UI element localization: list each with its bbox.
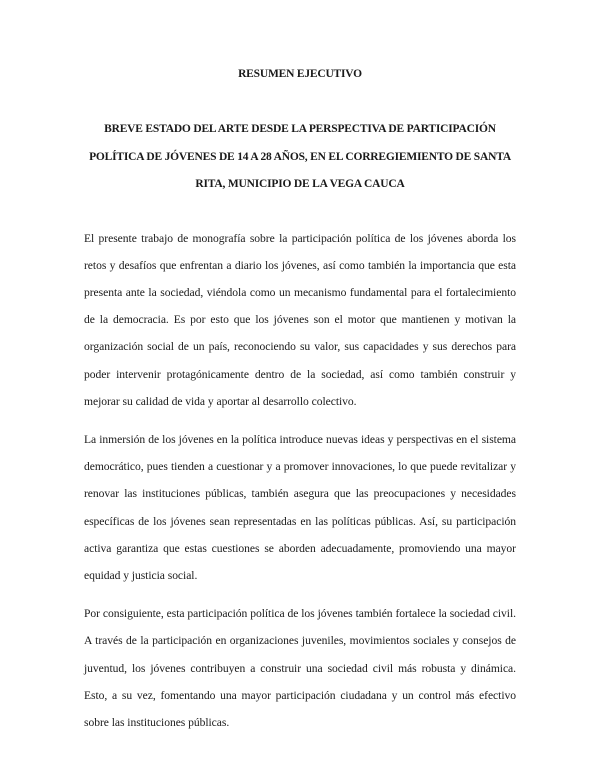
paragraph-1: El presente trabajo de monografía sobre la participación política de los jóvenes aborda los retos y desafíos que enfrentan a diario los jóvenes, así como también la importancia que esta presenta ante la sociedad, viéndola como un mecanismo fundamental para el fortalecimiento de la democracia. Es por esto que los jóvenes son el motor que mantienen y motivan la organización social de un país, reconociendo su valor, sus capacidades y sus derechos para poder intervenir protagónicamente dentro de la sociedad, así como también construir y mejorar su calidad de vida y aportar al desarrollo colectivo.: [84, 231, 516, 408]
document-title: BREVE ESTADO DEL ARTE DESDE LA PERSPECTIVA DE PARTICIPACIÓN POLÍTICA DE JÓVENES DE 14 A 28 AÑOS, EN EL CORREGIEMIENTO DE SANTA RITA, MUNICIPIO DE LA VEGA CAUCA: [89, 123, 511, 190]
paragraph-3: Por consiguiente, esta participación política de los jóvenes también fortalece la sociedad civil. A través de la participación en organizaciones juveniles, movimientos sociales y consejos de juventud, los jóvenes contribuyen a construir una sociedad civil más robusta y dinámica. Esto, a su vez, fomentando una mayor participación ciudadana y un control más efectivo sobre las instituciones públicas.: [84, 607, 516, 729]
section-heading: RESUMEN EJECUTIVO: [238, 68, 362, 80]
paragraph-2: La inmersión de los jóvenes en la política introduce nuevas ideas y perspectivas en el sistema democrático, pues tienden a cuestionar y a promover innovaciones, lo que puede revitalizar y renovar las instituciones públicas, también asegura que las preocupaciones y necesidades específicas de los jóvenes sean representadas en las políticas públicas. Así, su participación activa garantiza que estas cuestiones se aborden adecuadamente, promoviendo una mayor equidad y justicia social.: [84, 432, 516, 582]
